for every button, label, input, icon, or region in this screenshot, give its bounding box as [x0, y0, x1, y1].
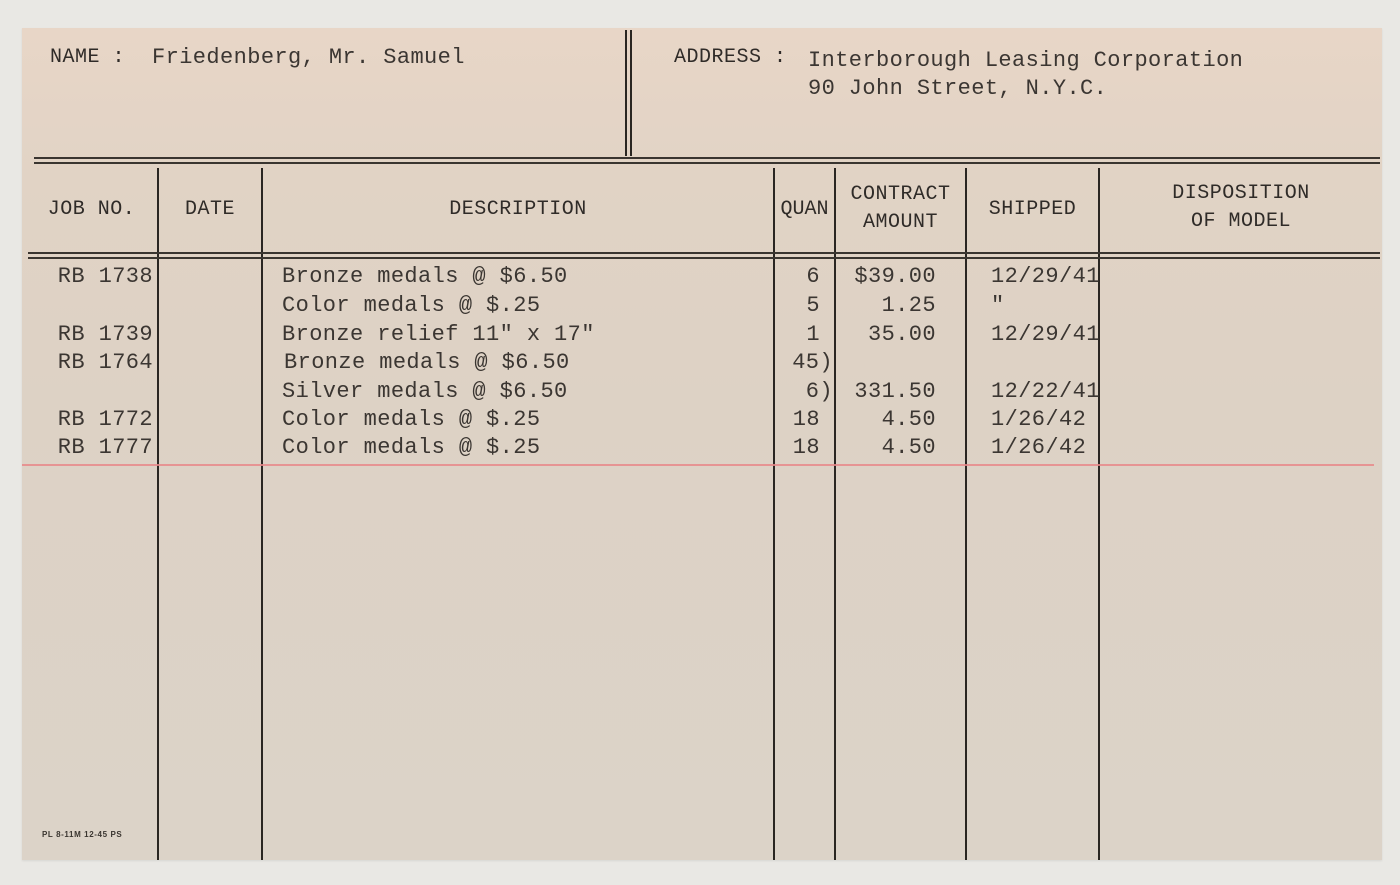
- shipped-date: 12/29/41: [991, 322, 1100, 347]
- col-header-contract-1: CONTRACT: [850, 183, 951, 206]
- description: Bronze medals @ $6.50: [282, 264, 568, 289]
- col-divider-2: [261, 168, 263, 860]
- col-divider-5: [965, 168, 967, 860]
- quantity: 45): [792, 350, 833, 375]
- address-line-1: Interborough Leasing Corporation: [808, 48, 1244, 73]
- quantity: 18: [792, 407, 820, 432]
- address-label: ADDRESS :: [674, 46, 787, 69]
- quantity: 18: [792, 435, 820, 460]
- contract-amount: 1.25: [881, 293, 936, 318]
- job-number: RB 1764: [57, 350, 153, 375]
- shipped-date: 12/22/41: [991, 379, 1100, 404]
- job-number: RB 1777: [57, 435, 153, 460]
- quantity: 1: [806, 322, 820, 347]
- description: Bronze relief 11" x 17": [282, 322, 595, 347]
- col-header-job-no: JOB NO.: [47, 198, 136, 221]
- quantity: 6: [806, 264, 820, 289]
- name-value: Friedenberg, Mr. Samuel: [152, 45, 465, 70]
- column-rule-top: [28, 252, 1380, 254]
- shipped-date: ": [991, 293, 1005, 318]
- contract-amount: 35.00: [867, 322, 936, 347]
- contract-amount: 4.50: [881, 435, 936, 460]
- contract-amount: 331.50: [854, 379, 936, 404]
- name-label: NAME :: [50, 46, 126, 69]
- col-header-disposition-2: OF MODEL: [1190, 210, 1291, 233]
- description: Silver medals @ $6.50: [282, 379, 568, 404]
- form-code: PL 8-11M 12-45 PS: [42, 830, 123, 839]
- job-number: RB 1739: [57, 322, 153, 347]
- quantity: 6): [805, 379, 833, 404]
- red-rule-line: [22, 464, 1374, 466]
- col-header-shipped: SHIPPED: [988, 198, 1077, 221]
- index-card: [22, 28, 1382, 860]
- header-divider-b: [630, 30, 632, 156]
- col-header-description: DESCRIPTION: [449, 198, 587, 221]
- col-header-contract-2: AMOUNT: [862, 211, 938, 234]
- col-header-quan: QUAN: [780, 198, 829, 221]
- description: Color medals @ $.25: [282, 293, 541, 318]
- col-header-disposition-1: DISPOSITION: [1172, 182, 1310, 205]
- col-divider-1: [157, 168, 159, 860]
- column-rule-bottom: [28, 257, 1380, 259]
- header-rule-top: [34, 157, 1380, 159]
- contract-amount: 4.50: [881, 407, 936, 432]
- description: Bronze medals @ $6.50: [284, 350, 570, 375]
- shipped-date: 12/29/41: [991, 264, 1100, 289]
- description: Color medals @ $.25: [282, 435, 541, 460]
- shipped-date: 1/26/42: [991, 407, 1087, 432]
- address-line-2: 90 John Street, N.Y.C.: [808, 76, 1108, 101]
- col-header-date: DATE: [184, 198, 235, 221]
- header-rule-bottom: [34, 162, 1380, 164]
- shipped-date: 1/26/42: [991, 435, 1087, 460]
- job-number: RB 1772: [57, 407, 153, 432]
- contract-amount: $39.00: [854, 264, 936, 289]
- job-number: RB 1738: [57, 264, 153, 289]
- header-divider-a: [625, 30, 627, 156]
- quantity: 5: [806, 293, 820, 318]
- description: Color medals @ $.25: [282, 407, 541, 432]
